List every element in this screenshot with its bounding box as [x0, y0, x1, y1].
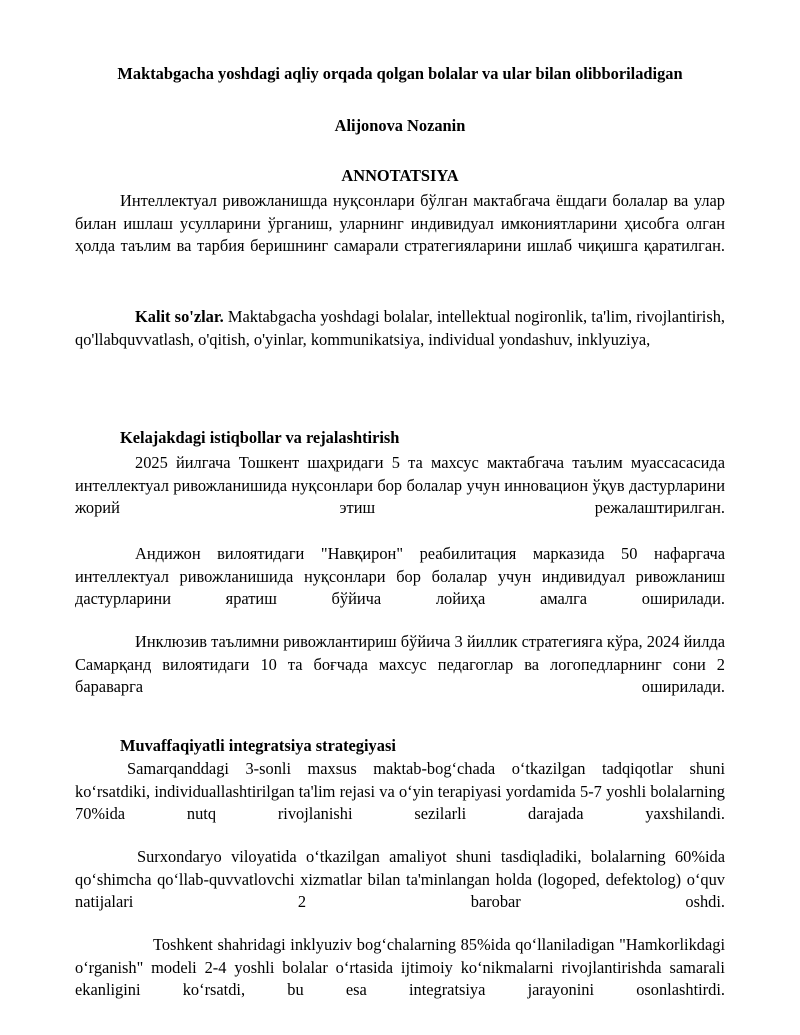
section1-paragraph: Андижон вилоятидаги "Навқирон" реабилитация марказида 50 нафаргача интеллектуал ривожланишида нуқсонлари бор болалар учун индивидуал ривожланиш дастурларини яратиш бўйича лойиҳа амалга оширилади.	[75, 544, 725, 608]
section2-paragraph: Samarqanddagi 3-sonli maxsus maktab-bog‘chada o‘tkazilgan tadqiqotlar shuni ko‘rsatdiki, individuallashtirilgan ta'lim rejasi va o‘yin terapiyasi yordamida 5-7 yoshli bolalarning 70%ida nutq rivojlanishi sezilarli darajada yaxshilandi.	[75, 759, 725, 823]
section2-paragraph: Surxondaryo viloyatida o‘tkazilgan amaliyot shuni tasdiqladiki, bolalarning 60%ida qo‘shimcha qo‘llab-quvvatlovchi xizmatlar bilan ta'minlangan holda (logoped, defektolog) o‘quv natijalari 2 barobar oshdi.	[75, 847, 725, 911]
keywords-paragraph	[75, 306, 725, 351]
keywords-label: Kalit so'zlar.	[135, 307, 224, 326]
section2-paragraph: Toshkent shahridagi inklyuziv bog‘chalarning 85%ida qo‘llaniladigan "Hamkorlikdagi o‘rganish" modeli 2-4 yoshli bolalar o‘rtasida ijtimoiy ko‘nikmalarni rivojlantirishda samarali ekanligini ko‘rsatdi, bu esa integratsiya jarayonini osonlashtirdi.	[75, 935, 725, 999]
annotation-heading: ANNOTATSIYA	[341, 166, 459, 185]
author-name: Alijonova Nozanin	[334, 116, 466, 135]
section-heading-integration: Muvaffaqiyatli integratsiya strategiyasi	[120, 736, 396, 755]
document-title: Maktabgacha yoshdagi aqliy orqada qolgan bolalar va ular bilan olibboriladigan	[117, 64, 683, 83]
keywords-text: Maktabgacha yoshdagi bolalar, intellektual nogironlik, ta'lim, rivojlantirish, qo'llabquvvatlash, o'qitish, o'yinlar, kommunikatsiya, individual yondashuv, inklyuziya,	[75, 307, 725, 349]
section1-paragraph: Инклюзив таълимни ривожлантириш бўйича 3 йиллик стратегияга кўра, 2024 йилда Самарқанд вилоятидаги 10 та боғчада махсус педагоглар ва логопедларнинг сони 2 бараварга оширилади.	[75, 632, 725, 696]
section1-paragraph: 2025 йилгача Тошкент шаҳридаги 5 та махсус мактабгача таълим муассасасида интеллектуал ривожланишида нуқсонлари бор болалар учун инновацион ўқув дастурларини жорий этиш режалаштирилган.	[75, 453, 725, 517]
section-heading-future: Kelajakdagi istiqbollar va rejalashtirish	[120, 428, 400, 447]
annotation-text: Интеллектуал ривожланишда нуқсонлари бўлган мактабгача ёшдаги болалар ва улар билан ишлаш усулларини ўрганиш, уларнинг индивидуал имкониятларини ҳисобга олган ҳолда таълим ва тарбия беришнинг самарали стратегияларини ишлаб чиқишга қаратилган.	[75, 191, 725, 255]
